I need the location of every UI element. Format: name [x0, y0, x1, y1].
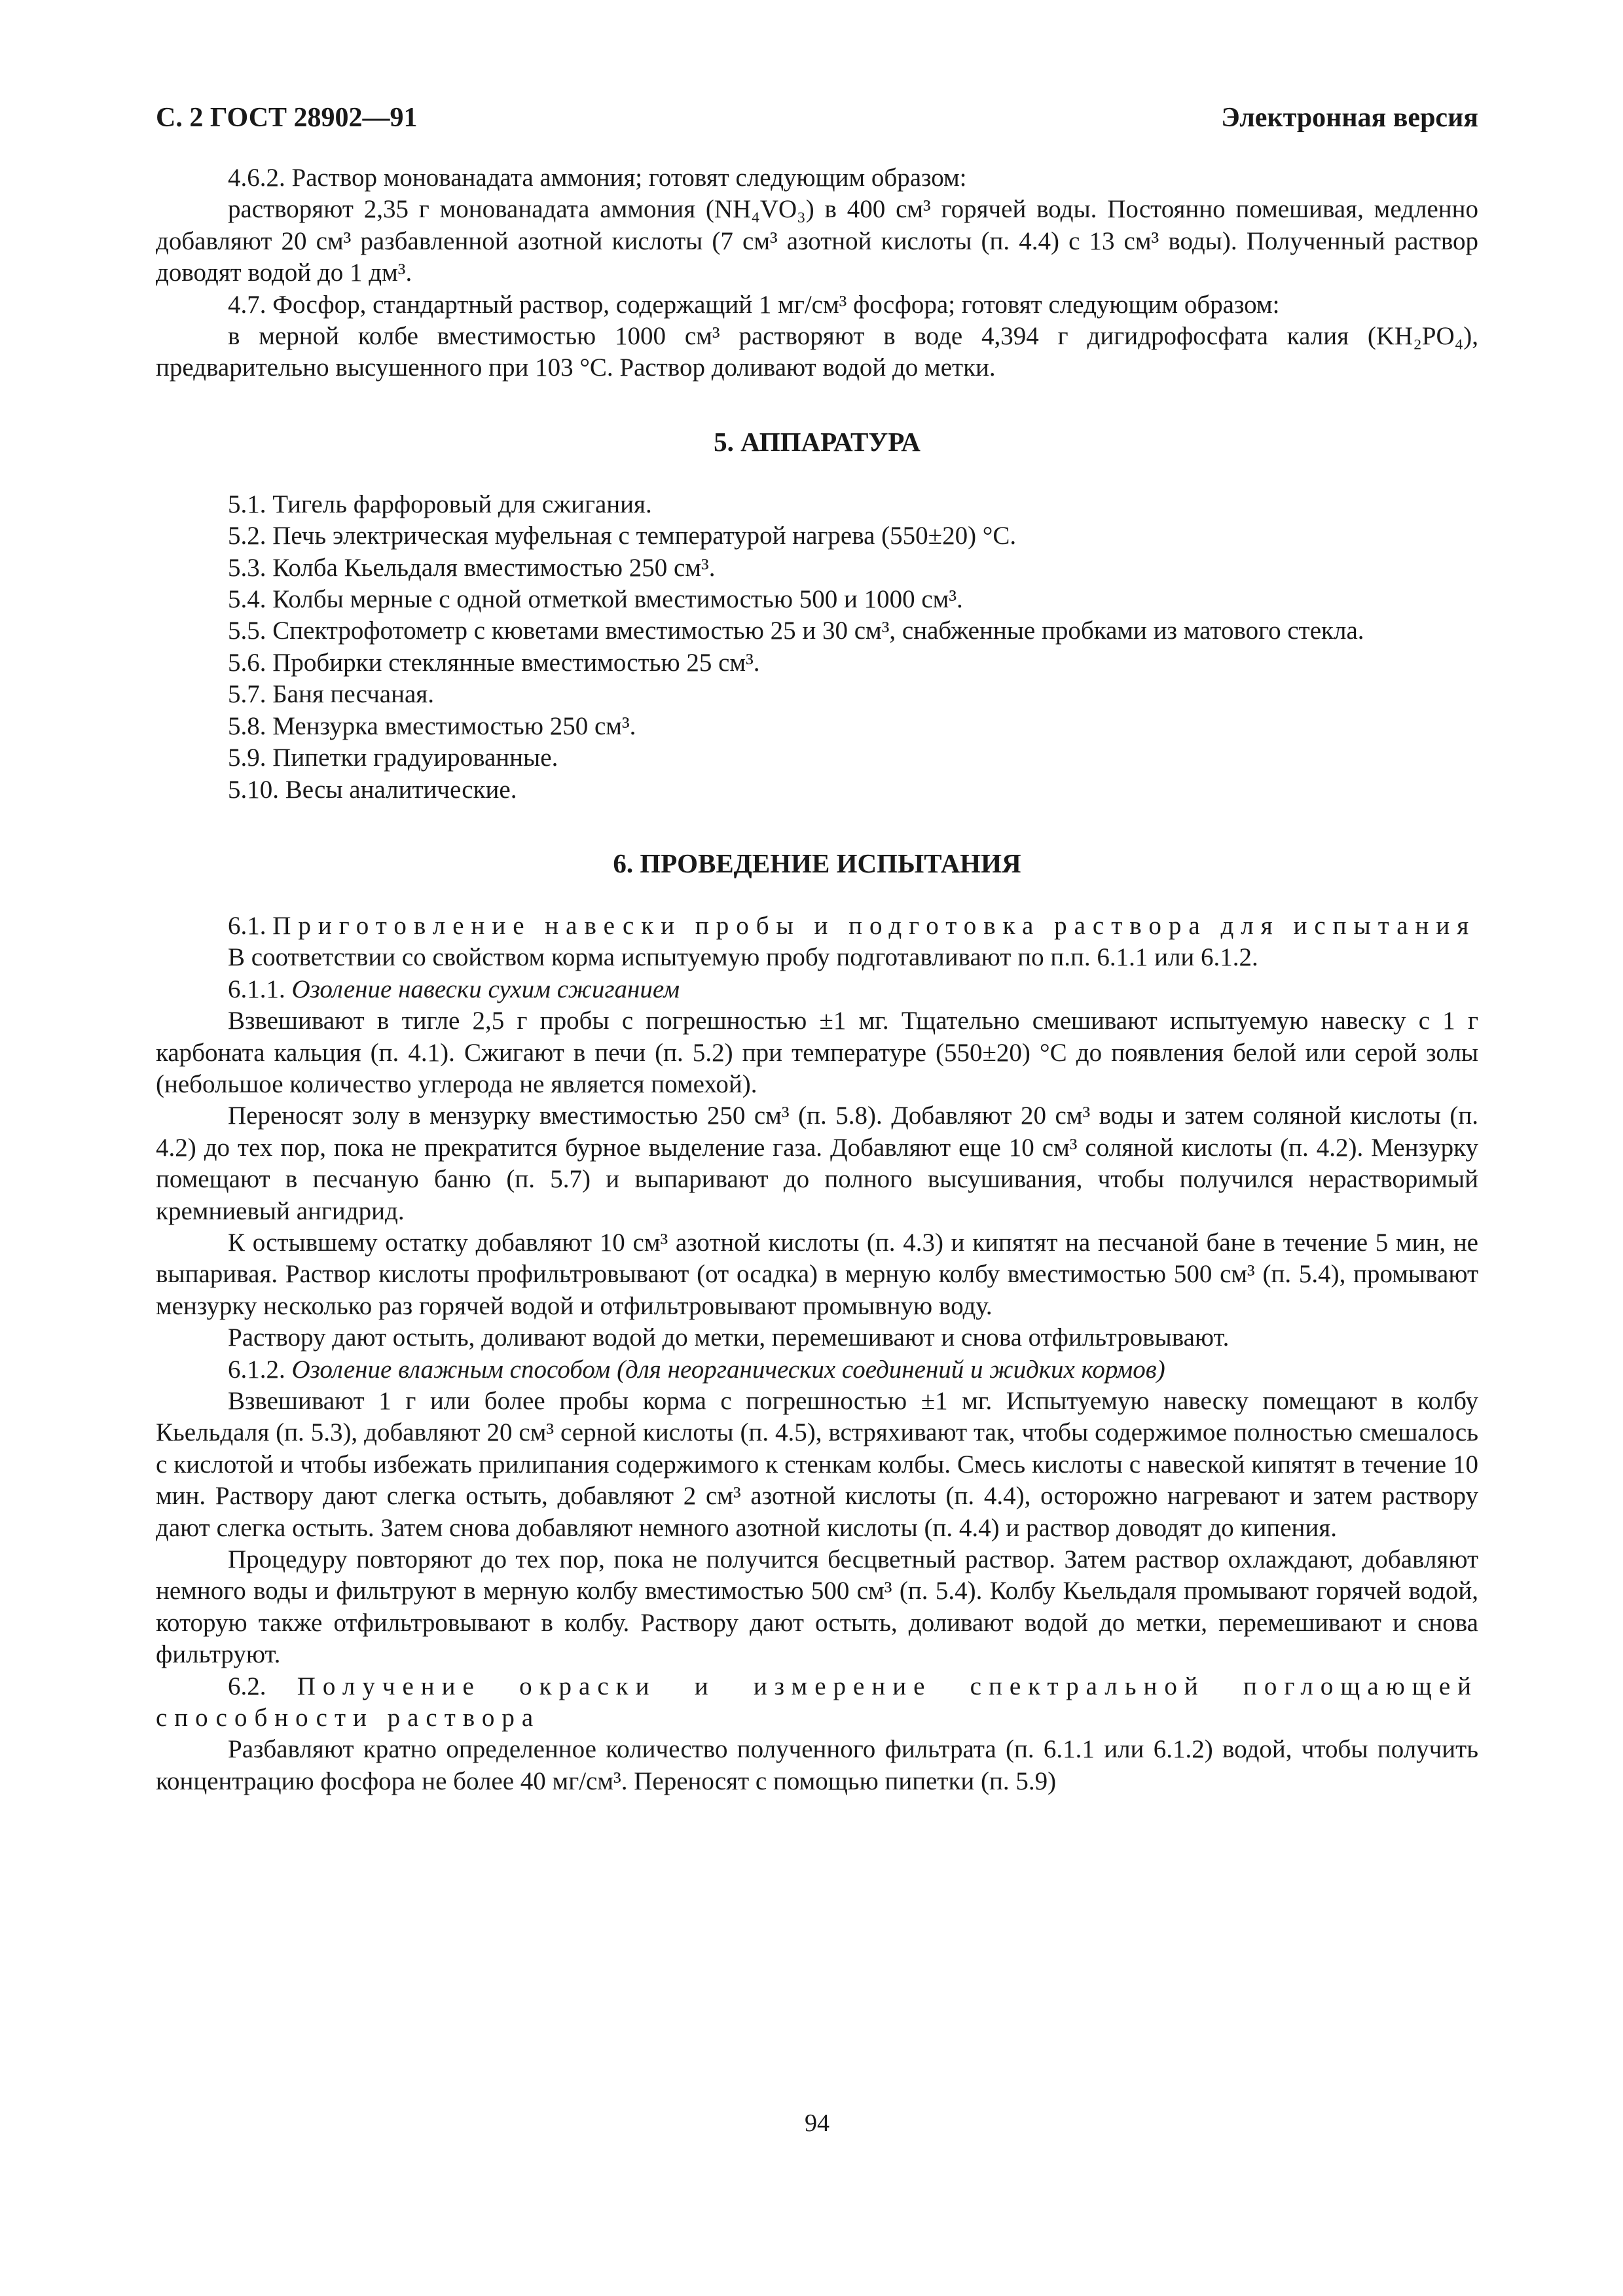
clause-6-1-2-paragraph: Процедуру повторяют до тех пор, пока не получится бесцветный раствор. Затем раствор охлаждают, добавляют немного воды и фильтруют в мерную колбу вместимостью 500 см³ (п. 5.4). Колбу Кьельдаля промывают горячей водой, которую также отфильтровывают в колбу. Раствору дают остыть, доливают водой до метки, перемешивают и снова фильтруют.	[156, 1545, 1478, 1669]
section-6-heading: 6. ПРОВЕДЕНИЕ ИСПЫТАНИЯ	[613, 848, 1021, 878]
paragraph-4-7-title: 4.7. Фосфор, стандартный раствор, содержащий 1 мг/см³ фосфора; готовят следующим образом:	[228, 290, 1280, 319]
clause-6-1-1-paragraph: Раствору дают остыть, доливают водой до метки, перемешивают и снова отфильтровывают.	[228, 1323, 1230, 1352]
clause-6-2-heading	[156, 1671, 1478, 1734]
paragraph-4-7-text: в мерной колбе вместимостью 1000 см³ растворяют в воде 4,394 г дигидрофосфата калия (KH₂PO₄), предварительно высушенного при 103 °С. Раствор доливают водой до метки.	[156, 322, 1478, 382]
clause-6-1-number: 6.1.	[228, 911, 266, 940]
clause-6-1-2-title: Озоление влажным способом (для неорганических соединений и жидких кормов)	[291, 1355, 1165, 1384]
apparatus-item: 5.3. Колба Кьельдаля вместимостью 250 см³.	[228, 553, 716, 582]
paragraph-4-6-2-title: 4.6.2. Раствор монованадата аммония; готовят следующим образом:	[228, 164, 967, 192]
document-page	[156, 98, 1478, 2225]
clause-6-1-1-heading	[156, 974, 1478, 1005]
section-5-heading: 5. АППАРАТУРА	[714, 426, 921, 457]
page-header	[156, 98, 1478, 137]
header-version-label: Электронная версия	[1221, 103, 1478, 133]
clause-6-1-1-paragraph: К остывшему остатку добавляют 10 см³ азотной кислоты (п. 4.3) и кипятят на песчаной бане в течение 5 мин, не выпаривая. Раствор кислоты профильтровывают (от осадка) в мерную колбу вместимостью 500 см³ (п. 5.4), промывают мензурку несколько раз горячей водой и отфильтровывают промывную воду.	[156, 1228, 1478, 1320]
clause-6-1-title: Приготовление навески пробы и подготовка раствора для испытания	[272, 911, 1476, 940]
apparatus-item: 5.6. Пробирки стеклянные вместимостью 25 см³.	[228, 648, 760, 677]
clause-6-1-1-paragraph: Взвешивают в тигле 2,5 г пробы с погрешностью ±1 мг. Тщательно смешивают испытуемую навеску с 1 г карбоната кальция (п. 4.1). Сжигают в печи (п. 5.2) при температуре (550±20) °С до появления белой или серой золы (небольшое количество углерода не является помехой).	[156, 1007, 1478, 1098]
paragraph-4-6-2-text: растворяют 2,35 г монованадата аммония (NH₄VO₃) в 400 см³ горячей воды. Постоянно помешивая, медленно добавляют 20 см³ разбавленной азотной кислоты (7 см³ азотной кислоты (п. 4.4) с 13 см³ воды). Полученный раствор доводят водой до 1 дм³.	[156, 195, 1478, 287]
clause-6-1-text: В соответствии со свойством корма испытуемую пробу подготавливают по п.п. 6.1.1 или 6.1.2.	[228, 943, 1258, 972]
apparatus-list	[156, 489, 1478, 806]
clause-6-1-1-paragraph: Переносят золу в мензурку вместимостью 250 см³ (п. 5.8). Добавляют 20 см³ воды и затем соляной кислоты (п. 4.2) до тех пор, пока не прекратится бурное выделение газа. Добавляют еще 10 см³ соляной кислоты (п. 4.2). Мензурку помещают в песчаную баню (п. 5.7) и выпаривают до полного высушивания, чтобы получился нерастворимый кремниевый ангидрид.	[156, 1102, 1478, 1225]
apparatus-item: 5.7. Баня песчаная.	[228, 680, 434, 709]
clause-6-1-2-heading	[156, 1354, 1478, 1386]
clause-6-1-1-number: 6.1.1.	[228, 975, 285, 1003]
apparatus-item: 5.10. Весы аналитические.	[228, 775, 517, 804]
apparatus-item: 5.1. Тигель фарфоровый для сжигания.	[228, 490, 652, 518]
clause-6-1-2-number: 6.1.2.	[228, 1355, 285, 1384]
page-number: 94	[805, 2109, 830, 2137]
clause-6-2-number: 6.2.	[228, 1672, 266, 1700]
apparatus-item: 5.4. Колбы мерные с одной отметкой вместимостью 500 и 1000 см³.	[228, 585, 963, 614]
clause-6-2-title: Получение окраски и измерение спектральной поглощающей способности раствора	[156, 1672, 1478, 1732]
apparatus-item: 5.8. Мензурка вместимостью 250 см³.	[228, 711, 636, 740]
clause-6-2-text: Разбавляют кратно определенное количество полученного фильтрата (п. 6.1.1 или 6.1.2) водой, чтобы получить концентрацию фосфора не более 40 мг/см³. Переносят с помощью пипетки (п. 5.9)	[156, 1735, 1478, 1795]
header-standard-label: С. 2 ГОСТ 28902—91	[156, 103, 418, 133]
apparatus-item: 5.2. Печь электрическая муфельная с температурой нагрева (550±20) °С.	[228, 522, 1017, 550]
clause-6-1-1-title: Озоление навески сухим сжиганием	[291, 975, 680, 1003]
apparatus-item: 5.5. Спектрофотометр с кюветами вместимостью 25 и 30 см³, снабженные пробками из матового стекла.	[228, 617, 1364, 645]
clause-6-1-heading	[156, 910, 1478, 942]
clause-6-1-2-paragraph: Взвешивают 1 г или более пробы корма с погрешностью ±1 мг. Испытуемую навеску помещают в колбу Кьельдаля (п. 5.3), добавляют 20 см³ серной кислоты (п. 4.5), встряхивают так, чтобы содержимое полностью смешалось с кислотой и чтобы избежать прилипания содержимого к стенкам колбы. Смесь кислоты с навеской кипятят в течение 10 мин. Раствору дают слегка остыть, добавляют 2 см³ азотной кислоты (п. 4.4), осторожно нагревают и затем раствору дают слегка остыть. Затем снова добавляют немного азотной кислоты (п. 4.4) и раствор доводят до кипения.	[156, 1387, 1478, 1542]
apparatus-item: 5.9. Пипетки градуированные.	[228, 744, 558, 772]
